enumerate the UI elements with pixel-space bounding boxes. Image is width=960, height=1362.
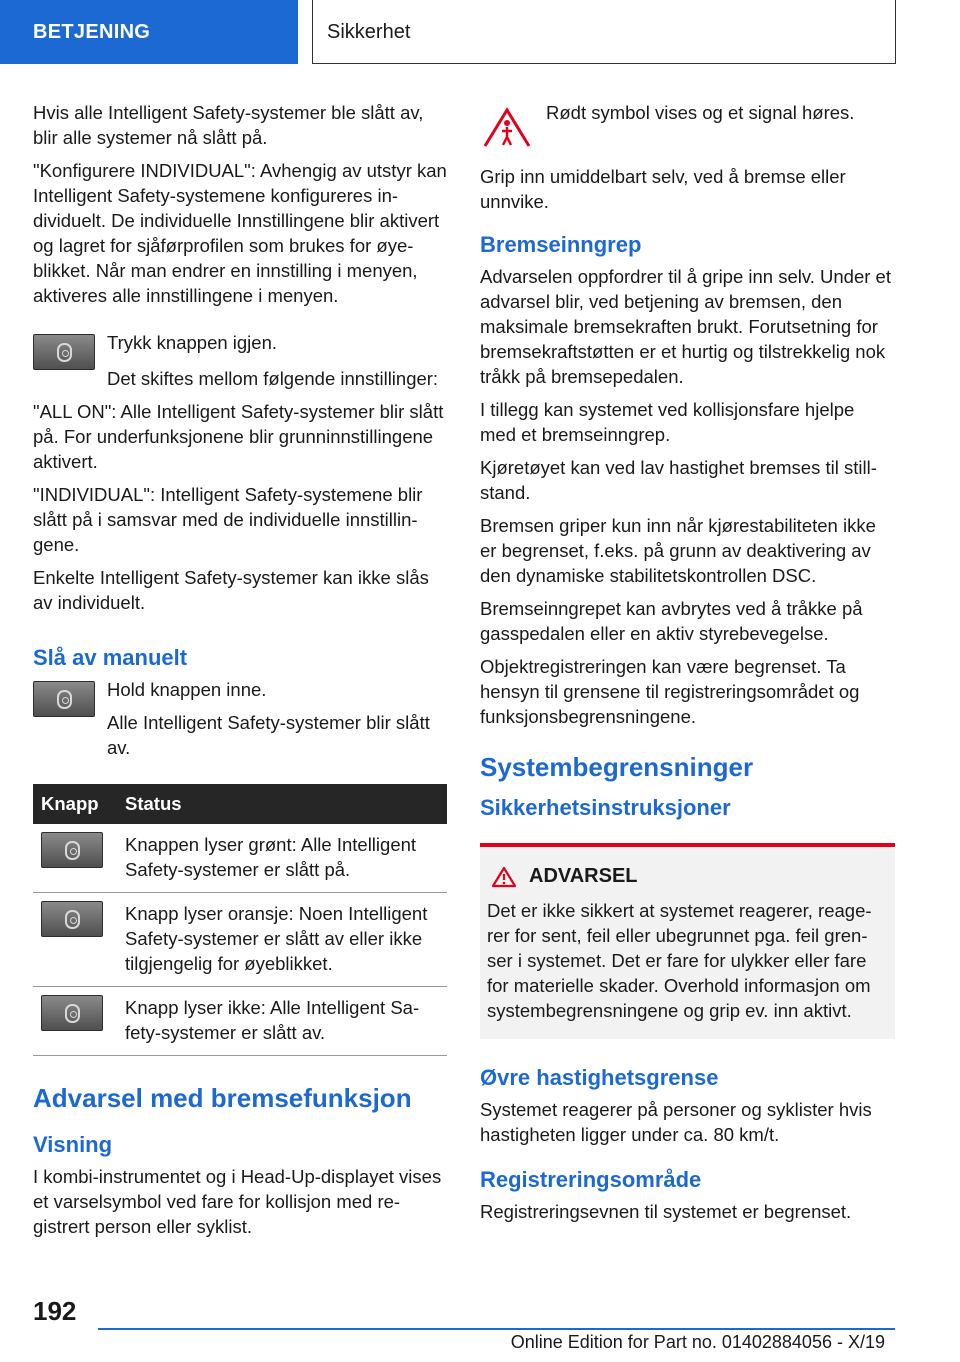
paragraph: Enkelte Intelligent Safety-systemer kan ikke slås av individuelt. — [33, 567, 429, 613]
heading-detection-area: Registreringsområde — [480, 1167, 702, 1192]
page-header — [0, 0, 960, 66]
status-cell: Knapp lyser oransje: Noen Intelligent Safety-systemer er slått av eller ikke tilgjengelig for øyeblikket. — [117, 893, 447, 987]
button-instruction — [33, 677, 447, 768]
heading-brake-intervention: Bremseinngrep — [480, 232, 642, 257]
paragraph: Trykk knappen igjen. — [107, 332, 278, 353]
red-symbol-row — [480, 100, 895, 150]
paragraph: Objektregistreringen kan være begrenset. Ta hensyn til grensene til registreringsområdet og funksjonsbegrensningene. — [480, 656, 860, 727]
heading-manual-off: Slå av manuelt — [33, 645, 188, 670]
heading-display: Visning — [33, 1132, 113, 1157]
paragraph: "Konfigurere INDIVIDUAL": Avhengig av utstyr kan Intelligent Safety-systemene konfigureres individuelt. De individuelle Innstillingene blir aktivert og lagret for sjåførprofilen som brukes for øyeblikket. Når man endrer en innstilling i menyen, aktiveres alle innstillingene i menyen. — [33, 160, 447, 306]
paragraph: Hold knappen inne. — [107, 679, 267, 700]
section-tab: BETJENING — [0, 0, 298, 64]
safety-button-icon — [33, 681, 95, 717]
safety-button-icon — [41, 995, 103, 1031]
paragraph: Hvis alle Intelligent Safety-systemer ble slått av, blir alle systemer nå slått på. — [33, 102, 424, 148]
table-row — [33, 987, 447, 1056]
paragraph: Bremseinngrepet kan avbrytes ved å tråkke på gasspedalen eller en aktiv styrebevegelse. — [480, 598, 863, 644]
button-instruction — [33, 330, 447, 370]
right-column — [480, 100, 895, 1232]
safety-button-icon — [33, 334, 95, 370]
paragraph: Alle Intelligent Safety-systemer blir slått av. — [107, 712, 430, 758]
table-header-button: Knapp — [33, 784, 117, 824]
heading-speed-limit: Øvre hastighetsgrense — [480, 1065, 719, 1090]
heading-safety-instructions: Sikkerhetsinstruksjoner — [480, 795, 731, 820]
status-cell: Knappen lyser grønt: Alle Intelligent Safety-systemer er slått på. — [117, 824, 447, 893]
safety-button-icon — [41, 832, 103, 868]
table-row — [33, 893, 447, 987]
edition-link[interactable]: Online Edition for Part no. 01402884056 - X/19 — [510, 1332, 885, 1352]
safety-button-icon — [41, 901, 103, 937]
paragraph: Advarselen oppfordrer til å gripe inn selv. Under et advarsel blir, ved betjening av bremsen, den maksimale bremsekraften brukt. Forutsetning for bremsekraftstøtten er et hurtig og tilstrekkelig nok tråkk på bremsepedalen. — [480, 266, 891, 387]
paragraph: I kombi-instrumentet og i Head-Up-displayet vises et varselsymbol ved fare for kollisjon med registrert person eller syklist. — [33, 1166, 442, 1237]
paragraph: Rødt symbol vises og et signal høres. — [546, 102, 855, 123]
heading-system-limits: Systembegrensninger — [480, 752, 754, 782]
footer-divider — [98, 1328, 895, 1330]
page-number: 192 — [33, 1296, 77, 1326]
warning-box — [480, 843, 895, 1039]
warning-text: Det er ikke sikkert at systemet reagerer, reagerer for sent, feil eller ubegrunnet pga. feil grenser i systemet. Det er fare for ulykker eller fare for materielle skader. Overhold informasjon om systembegrensningene og grip ev. inn aktivt. — [487, 900, 872, 1021]
paragraph: Kjøretøyet kan ved lav hastighet bremses til stillstand. — [480, 457, 877, 503]
paragraph: Det skiftes mellom følgende innstillinger: — [107, 368, 439, 389]
table-header-status: Status — [117, 784, 447, 824]
paragraph: Bremsen griper kun inn når kjørestabiliteten ikke er begrenset, f.eks. på grunn av deaktivering av den dynamiske stabilitetskontrollen DSC. — [480, 515, 876, 586]
paragraph: Systemet reagerer på personer og syklister hvis hastigheten ligger under ca. 80 km/t. — [480, 1099, 872, 1145]
warning-title: ADVARSEL — [487, 865, 887, 888]
warning-triangle-icon — [491, 866, 517, 888]
topic-tab: Sikkerhet — [312, 0, 896, 64]
paragraph: "ALL ON": Alle Intelligent Safety-systemer blir slått på. For underfunksjonene blir grunninnstillingene aktivert. — [33, 401, 444, 472]
heading-brake-warning: Advarsel med bremsefunksjon — [33, 1083, 412, 1113]
status-table — [33, 784, 447, 1056]
paragraph: I tillegg kan systemet ved kollisjonsfare hjelpe med et bremseinngrep. — [480, 399, 855, 445]
paragraph: Grip inn umiddelbart selv, ved å bremse eller unnvike. — [480, 166, 846, 212]
left-column — [33, 100, 447, 1247]
status-cell: Knapp lyser ikke: Alle Intelligent Safety-systemer er slått av. — [117, 987, 447, 1056]
pedestrian-warning-icon — [480, 104, 534, 150]
page-footer — [33, 1296, 895, 1352]
table-row — [33, 824, 447, 893]
paragraph: Registreringsevnen til systemet er begrenset. — [480, 1201, 852, 1222]
paragraph: "INDIVIDUAL": Intelligent Safety-systemene blir slått på i samsvar med de individuelle innstillingene. — [33, 484, 423, 555]
